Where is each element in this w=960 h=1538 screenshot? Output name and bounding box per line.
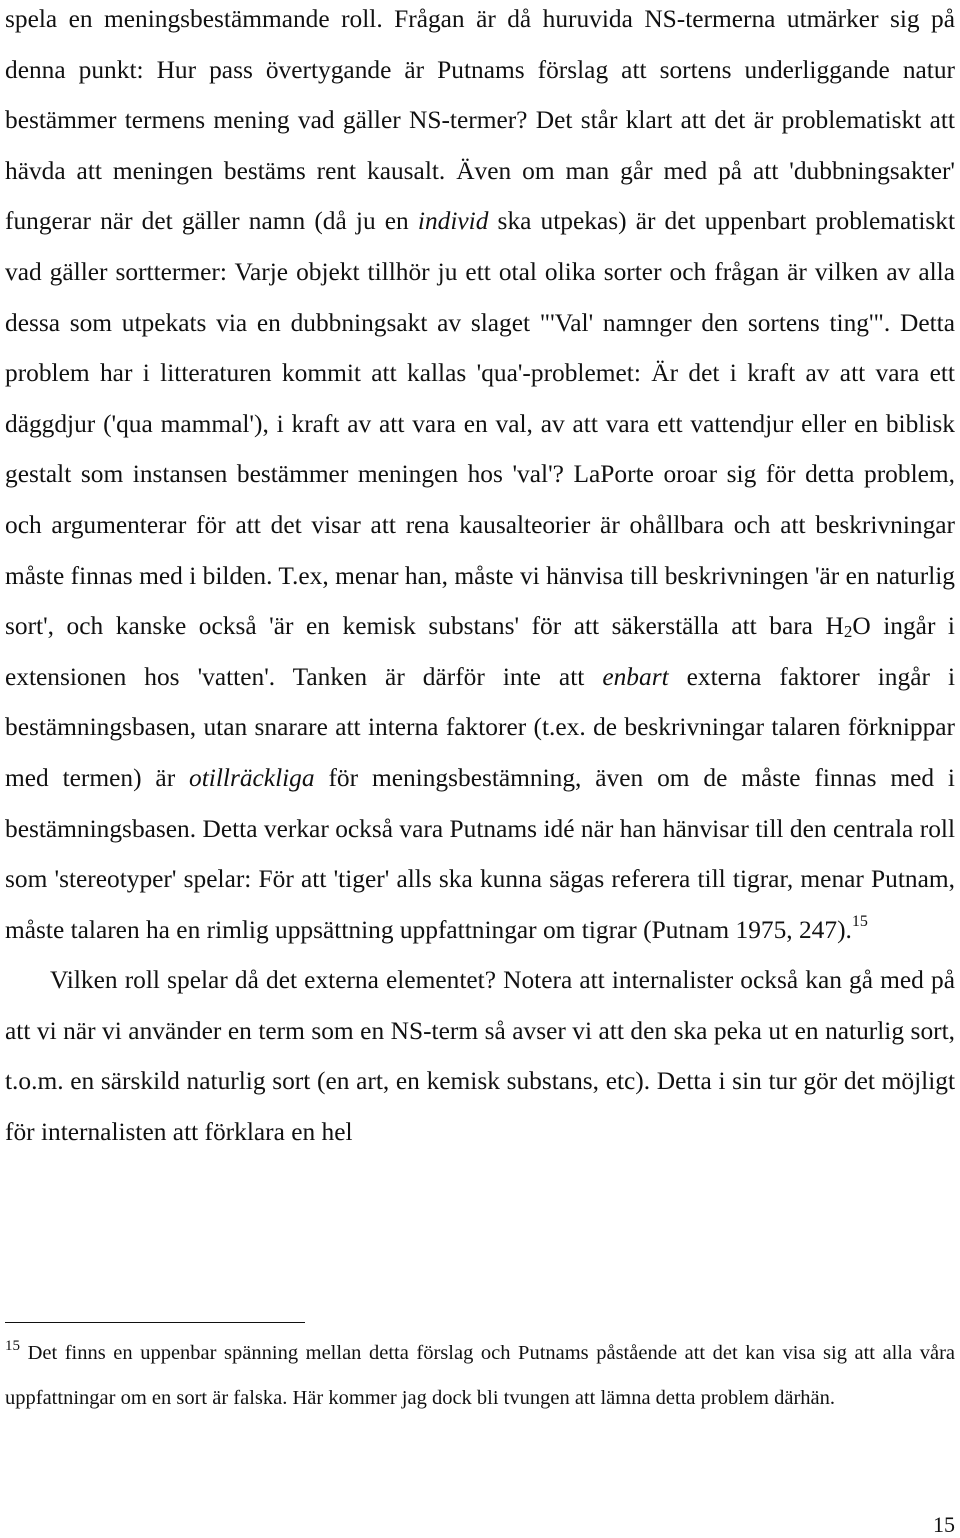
footnote-divider: [5, 1322, 305, 1323]
footnote-number: 15: [5, 1338, 20, 1354]
footnote-15: [5, 1331, 955, 1421]
page-number: 15: [933, 1512, 955, 1537]
subscript-2: 2: [843, 622, 853, 642]
emphasis-otillrackliga: otillräckliga: [189, 763, 315, 792]
emphasis-enbart: enbart: [602, 662, 669, 691]
body-text: [5, 0, 955, 1158]
footnote-reference[interactable]: 15: [851, 912, 868, 930]
emphasis-individ: individ: [417, 207, 489, 236]
paragraph-1: spela en meningsbestämmande roll. Frågan är då huruvida NS-termerna utmärker sig på denna punkt: Hur pass övertygande är Putnams förslag att sortens underliggande natur bestämmer termens mening vad gäller NS-termer? Det står klart att det är problematiskt att hävda att meningen bestäms rent kausalt. Även om man går med på att 'dubbningsakter' fungerar när det gäller namn (då ju en individ ska utpekas) är det uppenbart problematiskt vad gäller sorttermer: Varje objekt tillhör ju ett otal olika sorter och frågan är vilken av alla dessa som utpekats via en dubbningsakt av slaget "'Val' namnger den sortens ting'". Detta problem har i litteraturen kommit att kallas 'qua'-problemet: Är det i kraft av att vara ett däggdjur ('qua mammal'), i kraft av att vara en val, av att vara ett vattendjur eller en biblisk gestalt som instansen bestämmer meningen hos 'val'? LaPorte oroar sig för detta problem, och argumenterar för att det visar att rena kausalteorier är ohållbara och att beskrivningar måste finnas med i bilden. T.ex, menar han, måste vi hänvisa till beskrivningen 'är en naturlig sort', och kanske också 'är en kemisk substans' för att säkerställa att bara $H_2O$ ingår i extensionen hos 'vatten'. Tanken är därför inte att enbart externa faktorer ingår i bestämningsbasen, utan snarare att interna faktorer (t.ex. de beskrivningar talaren förknippar med termen) är otillräckliga för meningsbestämning, även om de måste finnas med i bestämningsbasen. Detta verkar också vara Putnams idé när han hänvisar till den centrala roll som 'stereotyper' spelar: För att 'tiger' alls ska kunna sägas referera till tigrar, menar Putnam, måste talaren ha en rimlig uppsättning uppfattningar om tigrar (Putnam 1975, 247).$^{15}$: [5, 5, 956, 944]
footnote-text: Det finns en uppenbar spänning mellan detta förslag och Putnams påstående att det kan visa sig att alla våra uppfattningar om en sort är falska. Här kommer jag dock bli tvungen att lämna detta problem därhän.: [5, 1342, 955, 1409]
paragraph-2: Vilken roll spelar då det externa elementet? Notera att internalister också kan gå med på att vi när vi använder en term som en NS-term så avser vi att den ska peka ut en naturlig sort, t.o.m. en särskild naturlig sort (en art, en kemisk substans, etc). Detta i sin tur gör det möjligt för internalisten att förklara en hel: [5, 966, 955, 1147]
